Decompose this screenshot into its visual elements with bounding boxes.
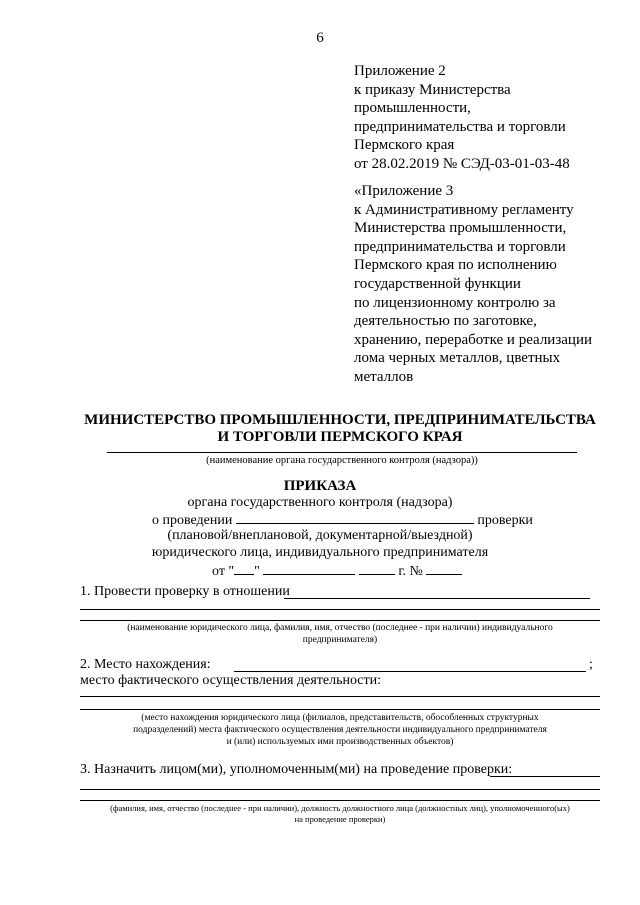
ministry-heading-line: И ТОРГОВЛИ ПЕРМСКОГО КРАЯ [217, 429, 463, 445]
item-1-caption-line: предпринимателя) [302, 635, 378, 645]
item-3-blank-line-3[interactable] [80, 800, 600, 801]
appendix-3-line: предпринимательства и торговли [354, 238, 566, 255]
page-number: 6 [316, 30, 324, 46]
item-2-location-blank[interactable] [234, 671, 586, 672]
item-2-caption-line: (место нахождения юридического лица (филиалов, представительств, обособленных структурных [141, 713, 539, 723]
item-3-label: 3. Назначить лицом(ми), уполномоченным(ми) на проведение проверки: [80, 762, 513, 777]
order-line-2-prefix: о проведении [152, 513, 233, 528]
item-3-blank[interactable] [490, 776, 600, 777]
item-1-blank[interactable] [284, 598, 590, 599]
item-2-blank-line-2[interactable] [80, 696, 600, 697]
appendix-3-line: по лицензионному контролю за [354, 294, 556, 311]
appendix-3-line: лома черных металлов, цветных [354, 350, 561, 367]
appendix-3-line: хранению, переработке и реализации [354, 331, 593, 348]
order-line-2 [152, 511, 533, 529]
item-1-blank-line-2[interactable] [80, 609, 600, 610]
appendix-2-line: Приложение 2 [354, 63, 446, 79]
item-1-caption [80, 622, 600, 646]
appendix-3-line: «Приложение 3 [354, 183, 454, 199]
appendix-3-line: деятельностью по заготовке, [354, 313, 537, 330]
appendix-3-line: государственной функции [354, 275, 521, 292]
order-line-4: юридического лица, индивидуального предпринимателя [151, 545, 489, 560]
item-3-blank-line-2[interactable] [80, 789, 600, 790]
appendix-2-line: предпринимательства и торговли [354, 118, 566, 135]
appendix-3-line: металлов [354, 368, 414, 385]
ministry-caption: (наименование органа государственного контроля (надзора)) [206, 455, 478, 466]
date-month-blank[interactable] [263, 562, 355, 575]
item-2-blank-line-3[interactable] [80, 709, 600, 710]
order-date-line [212, 562, 462, 580]
appendix-3-block [354, 182, 592, 387]
item-3-caption [80, 803, 600, 825]
item-1-label: 1. Провести проверку в отношении [80, 584, 290, 599]
ministry-heading-line: МИНИСТЕРСТВО ПРОМЫШЛЕННОСТИ, ПРЕДПРИНИМАТЕЛЬСТВА [84, 412, 596, 428]
appendix-3-line: Пермского края по исполнению [354, 257, 557, 274]
appendix-2-line: Пермского края [354, 137, 455, 154]
item-1-blank-line-3[interactable] [80, 620, 600, 621]
date-prefix: от " [212, 564, 235, 579]
item-1-caption-line: (наименование юридического лица, фамилия, имя, отчество (последнее - при наличии) индивидуального [127, 623, 553, 633]
appendix-3-line: Министерства промышленности, [354, 220, 567, 237]
order-line-3: (плановой/внеплановой, документарной/выездной) [167, 528, 473, 543]
date-year-label: г. № [398, 564, 423, 579]
date-quote: " [254, 564, 260, 579]
appendix-2-line: от 28.02.2019 № СЭД-03-01-03-48 [354, 155, 570, 172]
appendix-2-line: к приказу Министерства [354, 81, 511, 98]
item-2-label: 2. Место нахождения: [80, 657, 211, 672]
appendix-2-line: промышленности, [354, 100, 471, 117]
date-year-blank[interactable] [359, 562, 395, 575]
item-2-caption-line: подразделений) места фактического осуществления деятельности индивидуального предпринимателя [133, 725, 547, 735]
date-day-blank[interactable] [234, 562, 254, 575]
ministry-heading [60, 412, 620, 446]
order-title: ПРИКАЗА [283, 478, 357, 494]
appendix-2-block [354, 62, 570, 174]
item-3-caption-line: на проведение проверки) [294, 814, 386, 824]
item-3-caption-line: (фамилия, имя, отчество (последнее - при наличии), должность должностного лица (должностных лиц), уполномоченного(ых) [110, 803, 570, 813]
item-2-semicolon: ; [589, 657, 593, 672]
ministry-underline [107, 452, 577, 453]
item-2-caption-line: и (или) используемых ими производственных объектов) [226, 737, 454, 747]
order-line-1: органа государственного контроля (надзора) [187, 495, 453, 510]
item-2-caption [80, 712, 600, 748]
check-type-blank[interactable] [236, 511, 474, 524]
appendix-3-line: к Административному регламенту [354, 201, 574, 218]
order-number-blank[interactable] [426, 562, 462, 575]
order-line-2-suffix: проверки [477, 513, 533, 528]
item-2-label-2: место фактического осуществления деятельности: [80, 673, 382, 688]
